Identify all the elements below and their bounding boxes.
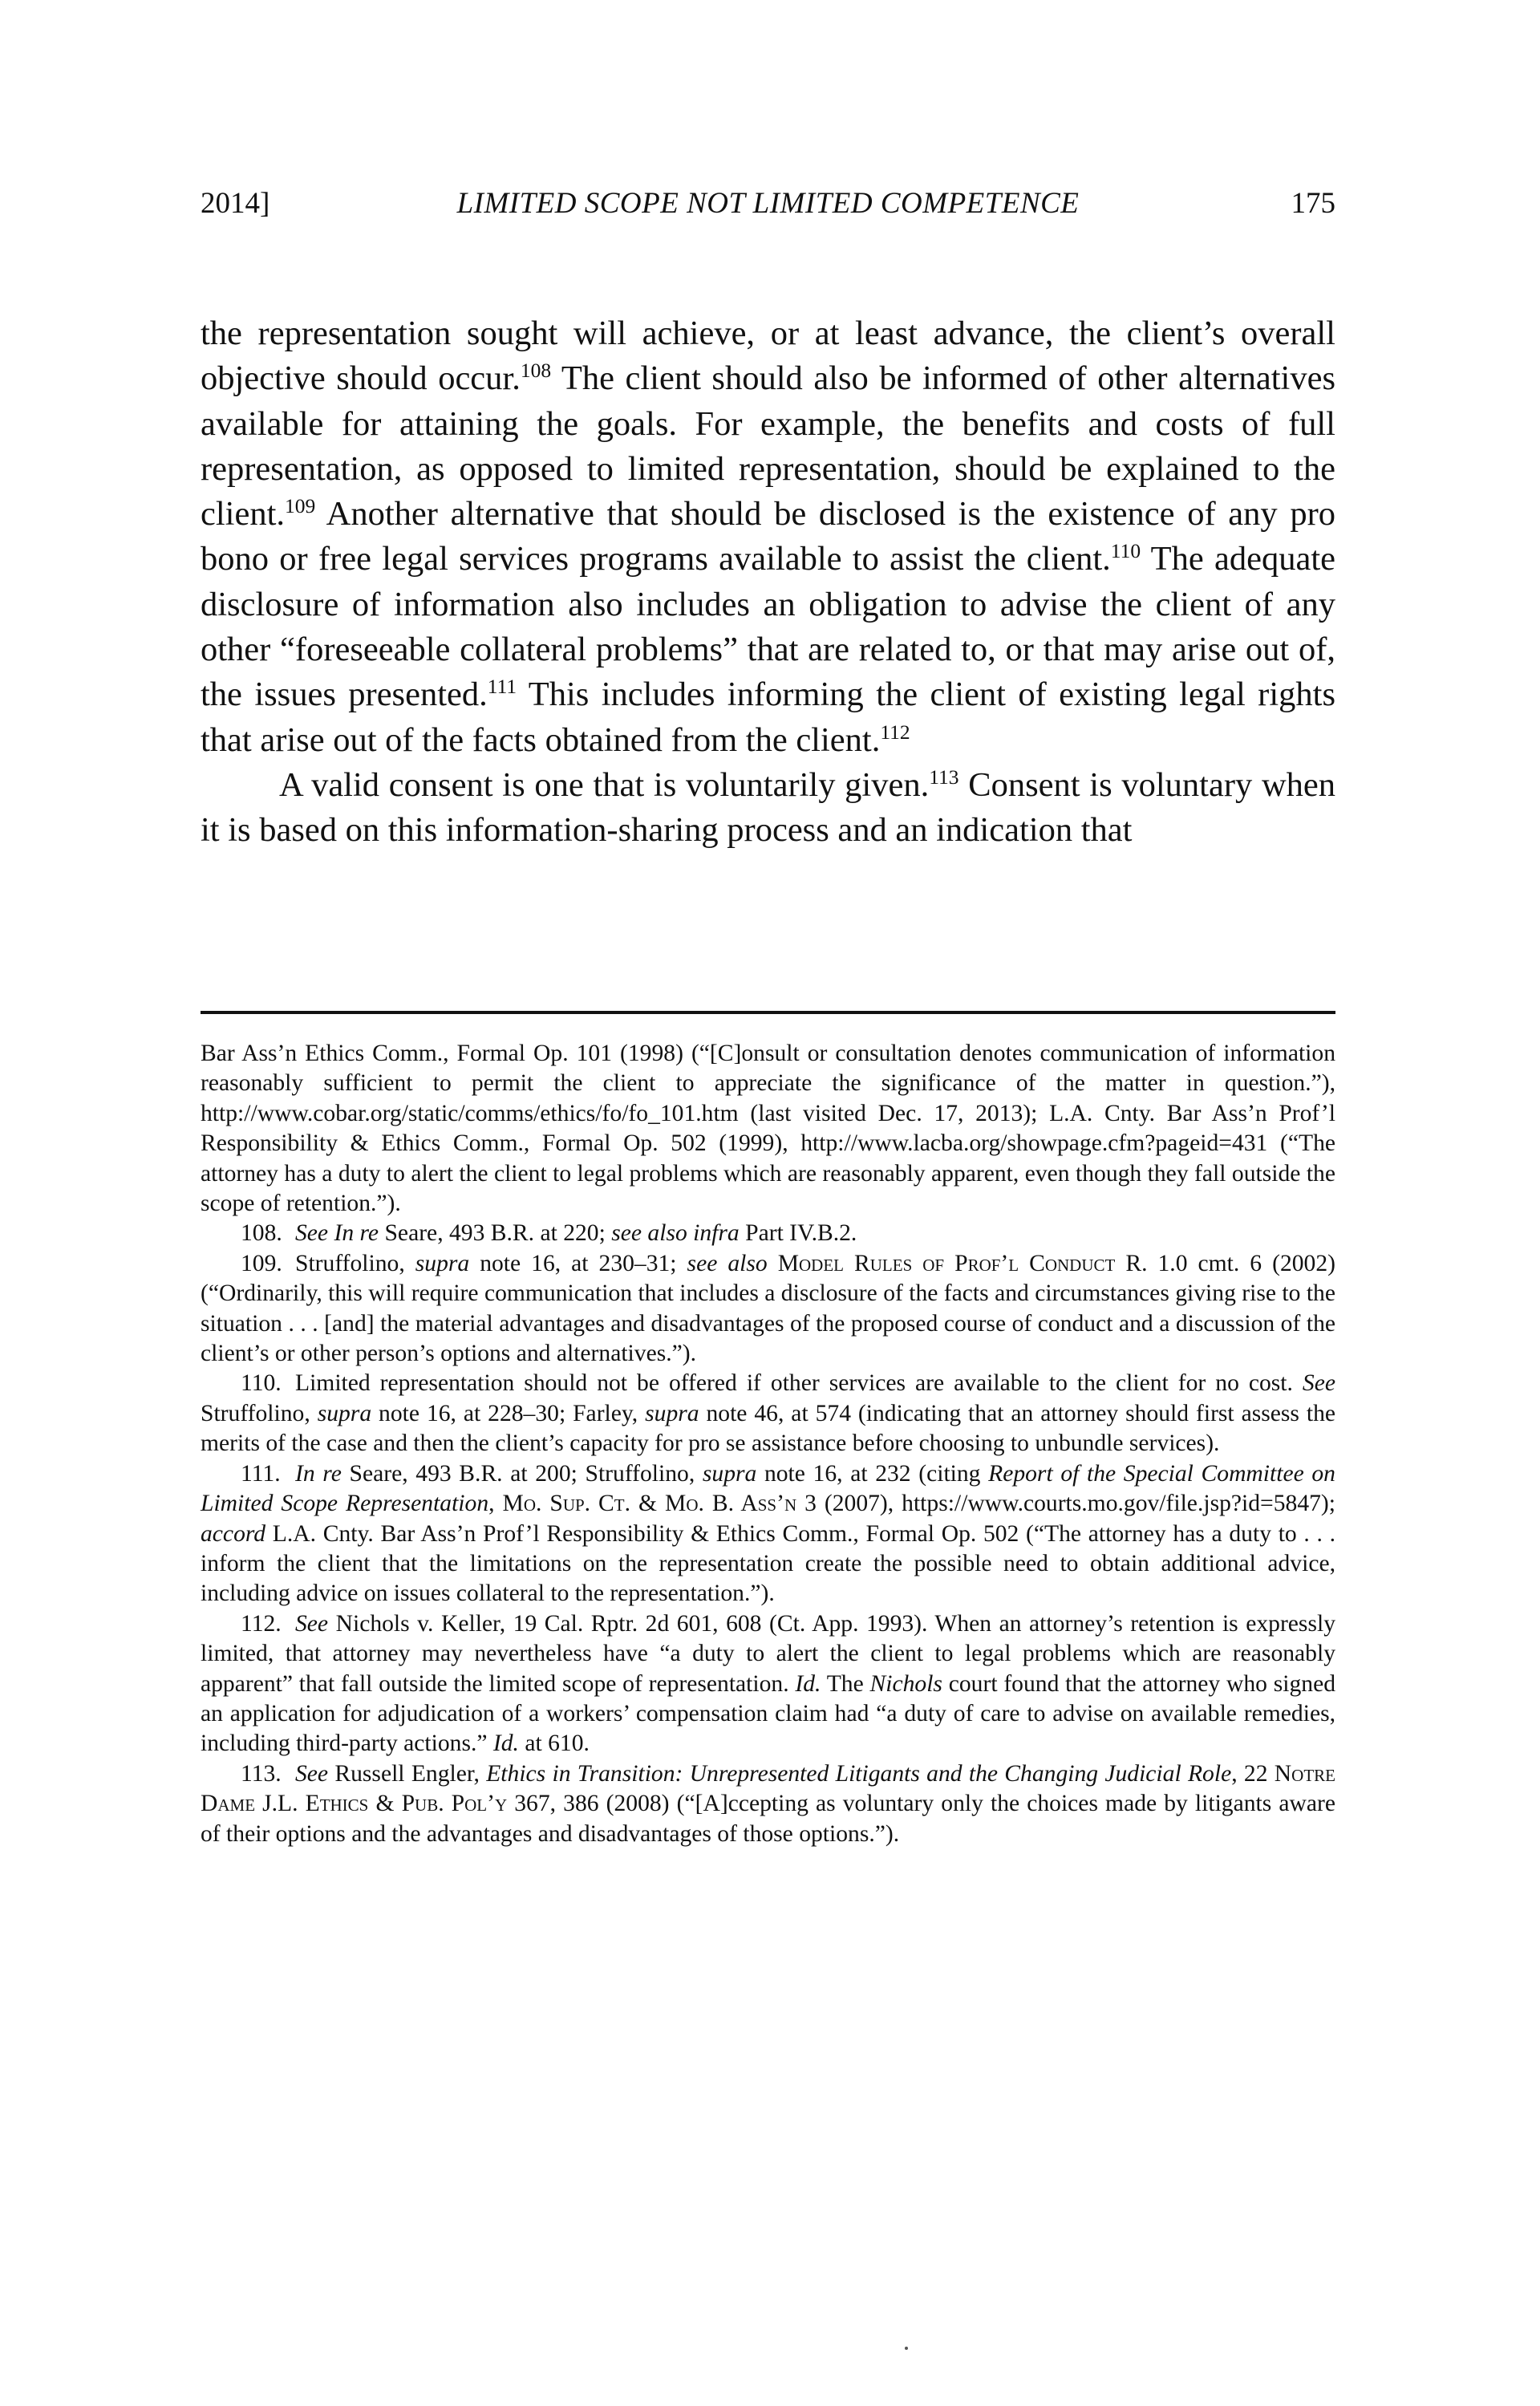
text-run: Part IV.B.2. [739,1220,857,1247]
text-run: This includes informing the client of existing legal rights that arise out of the facts obtained from the client. [201,676,1335,759]
footnote-continuation: Bar Ass’n Ethics Comm., Formal Op. 101 (1998) (“[C]onsult or consultation denotes communication of information reasonably sufficient to permit the client to appreciate the significance of the matter in question.”), http://www.cobar.org/static/comms/ethics/fo/fo_101.htm (last visited Dec. 17, 2013); L.A. Cnty. Bar Ass’n Prof’l Responsibility & Ethics Comm., Formal Op. 502 (1999), http://www.lacba.org/showpage.cfm?pageid=431 (“The attorney has a duty to alert the client to legal problems which are reasonably apparent, even though they fall outside the scope of retention.”). [201,1041,1335,1217]
text-run: Report of the Special Committee on Limited Scope Representation [201,1460,1335,1517]
text-run: In re [295,1460,342,1487]
page-number: 175 [1291,187,1335,220]
text-run: Struffolino, [201,1400,318,1426]
text-run: , [488,1491,503,1517]
text-run: Model Rules of Prof’l Conduct [777,1250,1116,1276]
text-run: note 46, at 574 (indicating that an attorney should first assess the merits of the case and then the client’s capacity for pro se assistance before choosing to unbundle services). [201,1400,1336,1457]
footnotes [201,1039,1335,1849]
text-run: accord [201,1520,266,1547]
footnote-ref-109: 109 [285,494,316,518]
body-paragraph-1 [201,311,1335,763]
text-run: Another alternative that should be disclosed is the existence of any pro bono or free legal services programs available to assist the client. [201,495,1335,578]
text-run: See [295,1610,329,1637]
text-run: note 16, at 232 (citing [756,1460,989,1487]
text-run: R. 1.0 cmt. 6 (2002) (“Ordinarily, this will require communication that includes a disclosure of the facts and circumstances giving rise to the situation . . . [and] the material advantages and disadvantages of the proposed course of conduct and a discussion of the client’s or other person’s options and alternatives.”). [201,1250,1336,1367]
footnote-ref-110: 110 [1110,539,1141,563]
text-run: note 16, at 228–30; Farley, [371,1400,646,1426]
text-run: L.A. Cnty. Bar Ass’n Prof’l Responsibility & Ethics Comm., Formal Op. 502 (“The attorney has a duty to . . . inform the client that the limitations on the representation create the possible need to obtain additional advice, including advice on issues collateral to the representation.”). [201,1520,1335,1607]
text-run: see also infra [611,1220,740,1247]
footnote-number: 111. [241,1460,281,1487]
footnote-ref-113: 113 [929,765,959,789]
footnote-111 [201,1459,1335,1609]
text-run: at 610. [518,1730,590,1757]
text-run: Ethics in Transition: Unrepresented Litigants and the Changing Judicial Role [486,1760,1232,1787]
text-run: Limited representation should not be offered if other services are available to the client for no cost. [295,1370,1303,1397]
text-run: 3 (2007), https://www.courts.mo.gov/file.jsp?id=5847); [796,1491,1335,1517]
text-run: Consent is voluntary when it is based on this information-sharing process and an indication that [201,765,1336,850]
text-run: supra [415,1250,470,1276]
footnote-110 [201,1369,1335,1459]
body-paragraph-2 [201,763,1335,854]
footnote-ref-108: 108 [520,359,552,383]
text-run: Notre Dame J.L. Ethics & Pub. Pol’y [201,1760,1335,1817]
text-run: The adequate disclosure of information also includes an obligation to advise the client of any other “foreseeable collateral problems” that are related to, or that may arise out of, the issues presented. [201,540,1336,714]
text-run: Seare, 493 B.R. at 220; [379,1220,612,1247]
footnote-number: 108. [241,1220,282,1247]
footnote-108 [201,1219,1335,1248]
footnote-ref-111: 111 [487,675,517,699]
text-run: 367, 386 (2008) (“[A]ccepting as voluntary only the choices made by litigants aware of their options and the advantages and disadvantages of those options.”). [201,1791,1335,1847]
text-run: Nichols v. Keller, 19 Cal. Rptr. 2d 601, 608 (Ct. App. 1993). When an attorney’s retention is expressly limited, that attorney may nevertheless have “a duty to alert the client to legal problems which are reasonably apparent” that fall outside the limited scope of representation. [201,1610,1335,1697]
running-title: LIMITED SCOPE NOT LIMITED COMPETENCE [456,187,1080,220]
text-run: Id. [492,1730,519,1757]
text-run: supra [645,1400,699,1426]
text-run [768,1251,778,1276]
text-run: The [821,1670,870,1697]
footnote-number: 110. [241,1370,282,1397]
text-run: Nichols [869,1670,942,1697]
footnote-113 [201,1759,1335,1849]
footnote-number: 112. [241,1610,282,1637]
text-run: See [295,1760,329,1787]
text-run: The client should also be informed of other alternatives available for attaining the goals. For example, the benefits and costs of full representation, as opposed to limited representation, should be explained to the client. [201,359,1335,534]
text-run: Struffolino, [295,1250,415,1276]
text-run: Mo. Sup. Ct. & Mo. B. Ass’n [502,1491,797,1517]
footnote-109 [201,1249,1335,1369]
text-run: the representation sought will achieve, or at least advance, the client’s overall objective should occur. [201,314,1335,398]
text-run: See In re [295,1220,379,1247]
footnote-ref-112: 112 [880,720,910,744]
text-run: Id. [795,1670,821,1697]
footnote-112 [201,1609,1335,1759]
text-run: supra [702,1460,757,1487]
scan-speck [905,2347,908,2350]
footnote-number: 109. [241,1250,282,1276]
main-text [201,311,1335,854]
header-year: 2014] [201,187,270,220]
text-run: Russell Engler, [328,1760,487,1787]
footnote-divider [201,1011,1335,1014]
text-run: Seare, 493 B.R. at 200; Struffolino, [341,1460,703,1487]
text-run: court found that the attorney who signed an application for adjudication of a workers’ compensation claim had “a duty of care to advise on available remedies, including third-party actions.” [201,1670,1336,1757]
text-run: See [1302,1370,1335,1397]
text-run: , 22 [1231,1760,1275,1787]
text-run: see also [687,1250,768,1276]
running-header [201,186,1335,234]
text-run: note 16, at 230–31; [469,1250,687,1276]
text-run: A valid consent is one that is voluntarily given. [279,765,930,804]
footnote-number: 113. [241,1760,282,1787]
text-run: supra [317,1400,372,1426]
